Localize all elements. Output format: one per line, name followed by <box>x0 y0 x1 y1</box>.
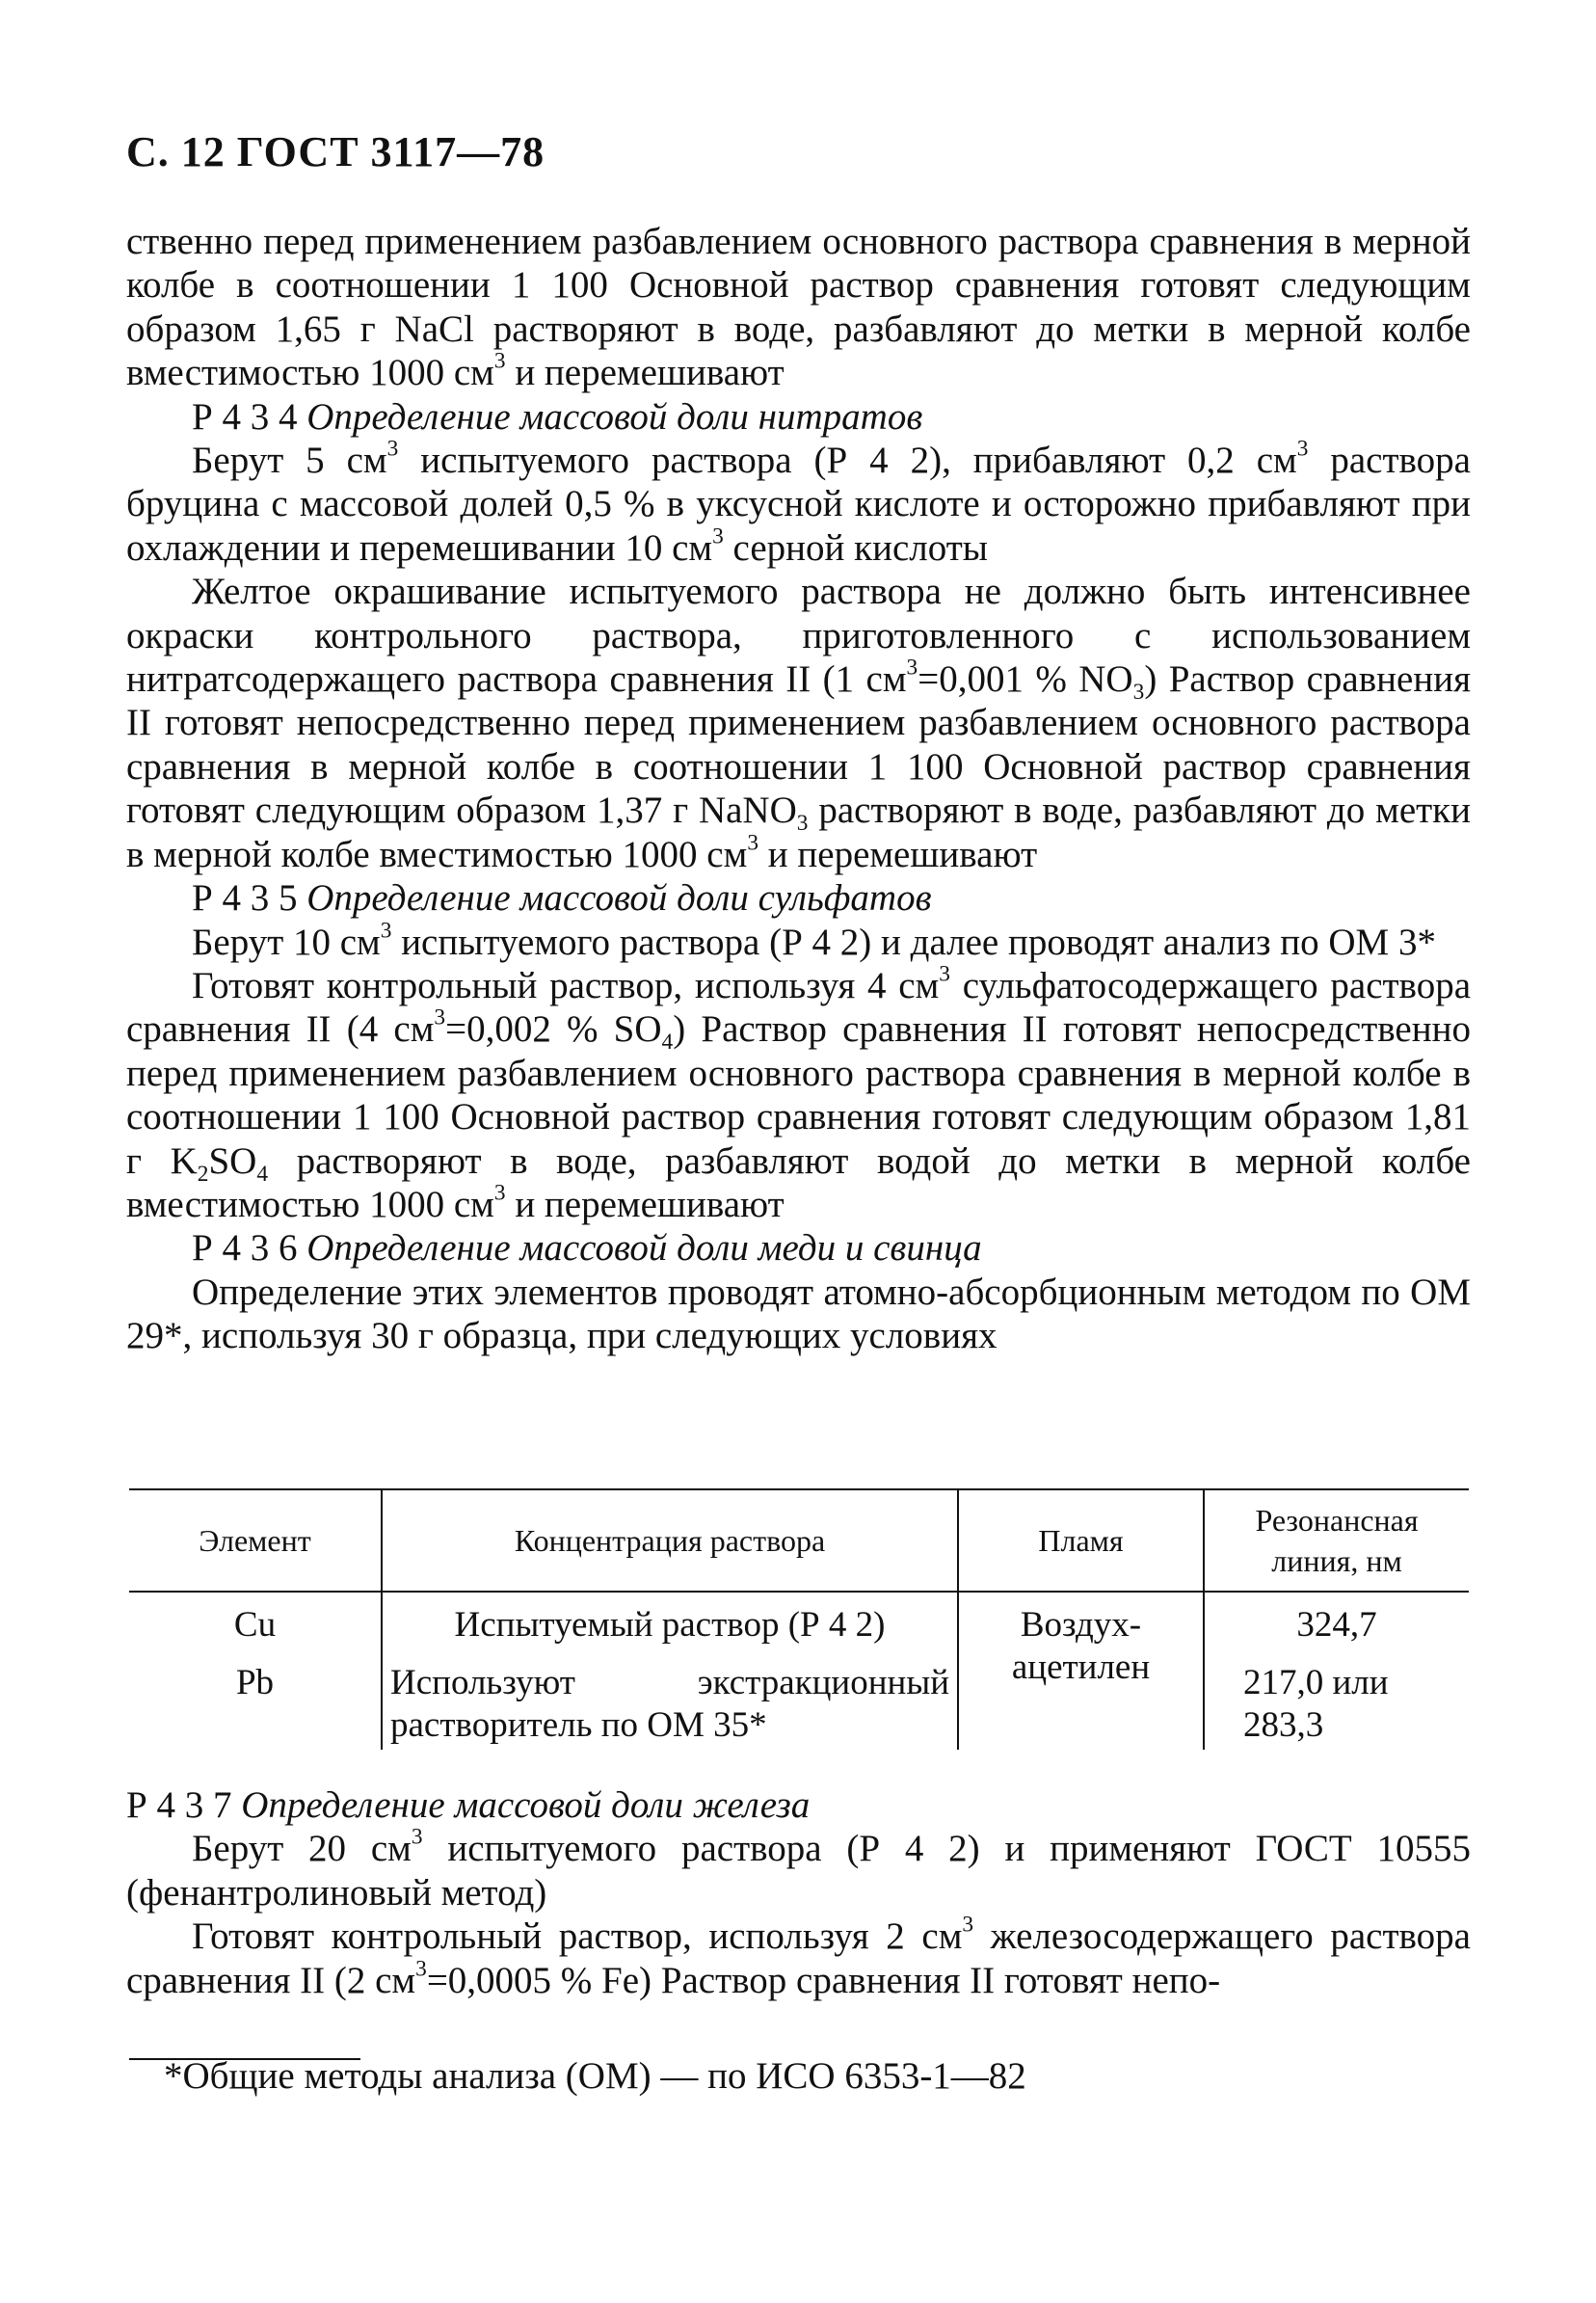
header-element: Элемент <box>129 1489 382 1592</box>
superscript: 3 <box>415 1956 427 1982</box>
section-number: Р 4 3 5 <box>192 877 307 920</box>
superscript: 3 <box>906 655 918 681</box>
text-run: сульфатосодержащего раствора сравнения II (4 см <box>126 964 1471 1051</box>
text-run: Готовят контрольный раствор, используя 2 см <box>192 1915 963 1958</box>
cell-concentration: Используют экстракционный растворитель по ОМ 35* <box>382 1648 958 1750</box>
text-run: Желтое окрашивание испытуемого раствора не должно быть интенсивнее окраски контрольного раствора, приготовленного с использованием нитратсодержащего раствора сравнения II (1 см <box>126 571 1471 701</box>
text-run: и перемешивают <box>758 833 1038 875</box>
cell-resonance-line: 217,0 или 283,3 <box>1204 1648 1469 1750</box>
text-run: ) Раствор сравнения II готовят непосредственно перед применением разбавлением основного раствора сравнения в мерной колбе в соотношении 1 100 Основной раствор сравнения готовят следующим образом 1,37 г NaNO <box>126 658 1472 832</box>
paragraph <box>126 220 1471 395</box>
paragraph <box>126 917 1471 964</box>
text-run: Берут 10 см <box>192 921 381 963</box>
text-run: железосодержащего раствора сравнения II (2 см <box>126 1915 1471 2001</box>
text-run: ственно перед применением разбавлением основного раствора сравнения в мерной колбе в соотношении 1 100 Основной раствор сравнения готовят следующим образом 1,65 г NaCl растворяют в воде, разбавляют до метки в мерной колбе вместимостью 1000 см <box>126 221 1471 394</box>
body-text <box>126 220 1471 1358</box>
conditions-table <box>129 1488 1469 1750</box>
section-heading-437 <box>126 1783 1471 1827</box>
section-title: Определение массовой доли меди и свинца <box>306 1227 982 1270</box>
section-heading-435 <box>126 876 1471 920</box>
section-title: Определение массовой доли нитратов <box>306 395 923 438</box>
text-run: и перемешивают <box>505 1183 785 1225</box>
superscript: 3 <box>747 830 759 856</box>
text-run: растворяют в воде, разбавляют до метки в мерной колбе вместимостью 1000 см <box>126 790 1471 875</box>
superscript: 3 <box>434 1004 446 1031</box>
table-row <box>129 1648 1469 1750</box>
header-resonance-line: Резонансная линия, нм <box>1204 1489 1469 1592</box>
subscript: 4 <box>256 1161 269 1187</box>
superscript: 3 <box>939 961 950 987</box>
superscript: 3 <box>493 348 506 374</box>
text-run: и перемешивают <box>505 352 785 394</box>
page-header: С. 12 ГОСТ 3117—78 <box>126 128 545 175</box>
text-run: ) Раствор сравнения II готовят непосредственно перед применением разбавлением основного раствора сравнения в мерной колбе в соотношении 1 100 Основной раствор сравнения готовят следующим образом 1,81 г K <box>126 1008 1471 1182</box>
section-title: Определение массовой доли железа <box>241 1784 811 1826</box>
text-run: раствора бруцина с массовой долей 0,5 % в уксусной кислоте и осторожно прибавляют при охлаждении и перемешивании 10 см <box>126 440 1471 569</box>
text-run: Готовят контрольный раствор, используя 4 см <box>192 964 940 1006</box>
section-number: Р 4 3 6 <box>192 1227 307 1270</box>
paragraph <box>126 1824 1471 1915</box>
cell-flame: Воздух-ацетилен <box>958 1592 1204 1750</box>
text-run: SO <box>208 1139 257 1182</box>
cell-concentration: Испытуемый раствор (Р 4 2) <box>382 1592 958 1648</box>
header-flame: Пламя <box>958 1489 1204 1592</box>
superscript: 3 <box>386 436 399 462</box>
text-run: Берут 5 см <box>192 440 387 482</box>
subscript: 4 <box>661 1030 674 1056</box>
subscript: 3 <box>796 811 809 837</box>
subscript: 2 <box>197 1161 209 1187</box>
superscript: 3 <box>962 1912 974 1938</box>
header-concentration: Концентрация раствора <box>382 1489 958 1592</box>
text-run: =0,0005 % Fe) Раствор сравнения II готовят непо- <box>426 1959 1221 2001</box>
paragraph <box>126 570 1471 876</box>
paragraph <box>126 436 1471 570</box>
table-header-row <box>129 1489 1469 1592</box>
section-title: Определение массовой доли сульфатов <box>306 877 932 920</box>
superscript: 3 <box>380 917 392 943</box>
superscript: 3 <box>1296 436 1309 462</box>
superscript: 3 <box>712 523 724 549</box>
text-run: испытуемого раствора (Р 4 2) и применяют ГОСТ 10555 (фенантролиновый метод) <box>126 1828 1471 1914</box>
superscript: 3 <box>411 1824 423 1850</box>
text-run: испытуемого раствора (Р 4 2) и далее проводят анализ по ОМ 3* <box>391 921 1436 963</box>
cell-element: Pb <box>129 1648 382 1750</box>
section-heading-436 <box>126 1226 1471 1270</box>
cell-resonance-line: 324,7 <box>1204 1592 1469 1648</box>
body-text-continued <box>126 1783 1471 2002</box>
paragraph: Определение этих элементов проводят атомно-абсорбционным методом по ОМ 29*, используя 30 г образца, при следующих условиях <box>126 1271 1471 1357</box>
text-run: испытуемого раствора (Р 4 2), прибавляют 0,2 см <box>398 440 1297 482</box>
section-heading-434 <box>126 395 1471 439</box>
text-run: =0,002 % SO <box>445 1008 662 1051</box>
superscript: 3 <box>493 1180 506 1206</box>
section-number: Р 4 3 7 <box>126 1784 242 1826</box>
text-run: Берут 20 см <box>192 1828 412 1870</box>
paragraph <box>126 961 1471 1226</box>
text-run: серной кислоты <box>723 526 988 569</box>
cell-element: Cu <box>233 1605 277 1645</box>
table-row <box>129 1592 1469 1648</box>
text-run: =0,001 % NO <box>918 658 1133 701</box>
paragraph <box>126 1912 1471 2002</box>
section-number: Р 4 3 4 <box>192 395 307 438</box>
subscript: 3 <box>1132 680 1145 706</box>
footnote: *Общие методы анализа (ОМ) — по ИСО 6353-1—82 <box>164 2055 1026 2097</box>
text-run: растворяют в воде, разбавляют водой до метки в мерной колбе вместимостью 1000 см <box>126 1139 1471 1225</box>
